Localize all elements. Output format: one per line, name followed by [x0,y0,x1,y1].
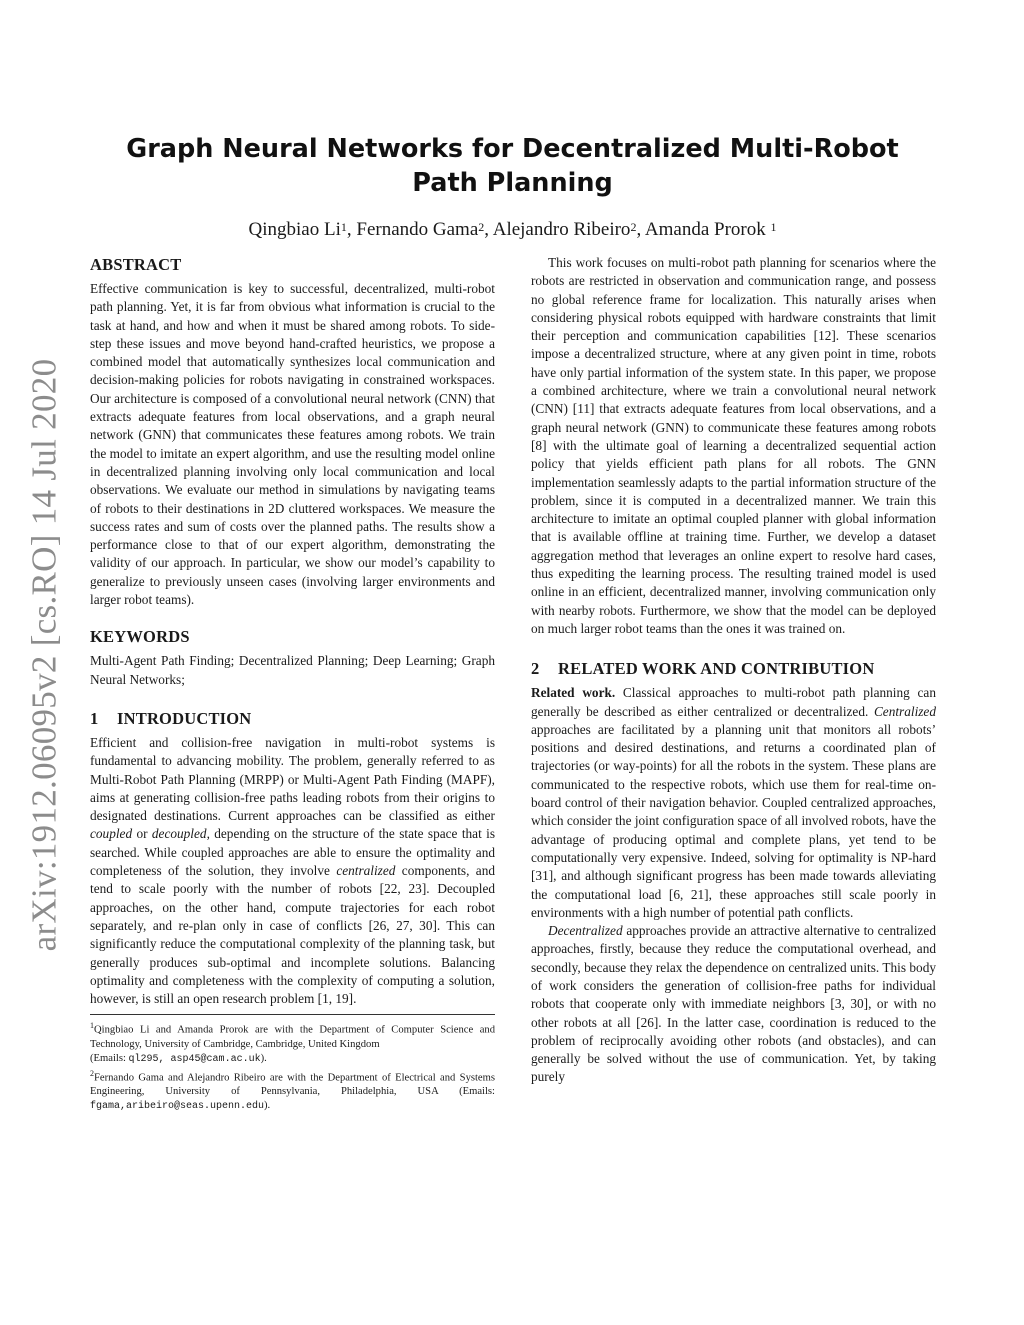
section-number: 2 [531,659,540,679]
footnote-2: $^2$Fernando Gama and Alejandro Ribeiro are with the Department of Electrical and Systems Engineering, University of Pennsylvania, Philadelphia, USA (Emails: fgama,aribeiro@seas.upenn.edu). [90,1068,495,1113]
arxiv-stamp-text: arXiv:1912.06095v2 [cs.RO] 14 Jul 2020 [24,358,63,952]
arxiv-stamp [24,360,64,950]
paper-title: Graph Neural Networks for Decentralized Multi-Robot Path Planning [126,134,899,198]
intro-paragraph: Efficient and collision-free navigation in multi-robot systems is fundamental to advancing mobility. The problem, generally referred to as Multi-Robot Path Planning (MRPP) or Multi-Agent Path Finding (MAPF), aims at generating collision-free paths leading robots from their origins to designated destinations. Current approaches can be classified as either coupled or decoupled, depending on the structure of the state space that is searched. While coupled approaches are able to ensure the optimality and completeness of the solution, they involve centralized components, and tend to scale poorly with the number of robots [22, 23]. Decoupled approaches, on the other hand, compute trajectories for each robot separately, and re-plan only in case of conflicts [26, 27, 30]. This can significantly reduce the computational complexity of the planning task, but generally produces sub-optimal and incomplete solutions. Balancing optimality and completeness with the complexity of computing a solution, however, is still an open research problem [1, 19]. [90,734,495,1007]
author-affiliation-mark: 1 [770,220,777,234]
section-number: 1 [90,708,99,728]
author-affiliation-mark: 2 [630,220,637,234]
author-name: Amanda Prorok [644,219,771,240]
section-title: INTRODUCTION [117,708,252,728]
intro-continued-paragraph: This work focuses on multi-robot path planning for scenarios where the robots are restricted in observation and communication range, and possess no global reference frame for localization. This naturally arises when considering physical robots equipped with hardware constraints that limit their perception and communication capabilities [12]. These scenarios impose a decentralized structure, where at any given point in time, robots have only partial information of the system state. In this paper, we propose a combined architecture, where we train a convolutional neural network (CNN) [11] that extracts adequate features from local observations, and a graph neural network (GNN) to communicate these features among robots [8] with the ultimate goal of learning a decentralized sequential action policy that yields efficient path plans for all robots. The GNN implementation seamlessly adapts to the partial information structure of the problem, since it is computed in a decentralized manner. We train this architecture to imitate an optimal coupled planner with global information that is available offline at training time. Further, we develop a dataset aggregation method that leverages an online expert to resolve hard cases, thus expediting the learning process. The resulting trained model is used online in an efficient, decentralized manner, involving communication only with nearby robots. Furthermore, we show that the model can be deployed on much larger robot teams than the ones it was trained on. [531,255,936,636]
author-name: Alejandro Ribeiro [492,219,631,240]
keywords-heading: KEYWORDS [90,627,190,647]
footnotes [90,1019,495,1114]
section-heading-introduction [90,708,495,730]
author-affiliation-mark: 2 [478,220,485,234]
footnote-rule [90,1014,495,1015]
author-list: Qingbiao Li$^1$, Fernando Gama$^2$, Alejandro Ribeiro$^2$, Amanda Prorok $^1$ [248,219,777,240]
right-column [531,254,936,1087]
abstract-heading: ABSTRACT [90,255,182,274]
section-title: RELATED WORK AND CONTRIBUTION [558,659,875,679]
keywords-text: Multi-Agent Path Finding; Decentralized Planning; Deep Learning; Graph Neural Networks; [90,653,495,687]
section-heading-related-work [531,658,936,680]
footnote-1: $^1$Qingbiao Li and Amanda Prorok are with the Department of Computer Science and Technology, University of Cambridge, Cambridge, United Kingdom (Emails: ql295, asp45@cam.ac.uk). [90,1021,495,1065]
abstract-text: Effective communication is key to successful, decentralized, multi-robot path planning. Yet, it is far from obvious what information is crucial to the task at hand, and how and when it must be shared among robots. To side-step these issues and move beyond hand-crafted heuristics, we propose a combined model that automatically synthesizes local communication and decision-making policies for robots navigating in constrained workspaces. Our architecture is composed of a convolutional neural network (CNN) that extracts adequate features from local observations, and a graph neural network (GNN) that communicates these features among robots. We train the model to imitate an expert algorithm, and use the resulting model online in decentralized planning involving only local communication and local observations. We evaluate our method in simulations by navigating teams of robots to their destinations in 2D cluttered workspaces. We measure the success rates and sum of costs over the planned paths. The results show a performance close to that of our expert algorithm, demonstrating the validity of our approach. In particular, we show our model’s capability to generalize to previously unseen cases (involving larger environments and larger robot teams). [90,281,495,608]
author-name: Qingbiao Li [248,219,341,240]
related-work-paragraph-1: Related work. Classical approaches to multi-robot path planning can generally be described as either centralized or decentralized. Centralized approaches are facilitated by a planning unit that monitors all robots’ positions and desired destinations, and returns a coordinated plan of trajectories (or way-points) for all the robots in the system. These plans are communicated to the respective robots, which use them for real-time on-board control of their navigation behavior. Coupled centralized approaches, which consider the joint configuration space of all involved robots, have the advantage of producing optimal and complete plans, yet tend to be computationally very expensive. Indeed, solving for optimality is NP-hard [31], and although significant progress has been made towards alleviating the computational load [6, 21], these approaches still scale poorly in environments with a high number of potential path conflicts. [531,685,936,920]
left-column [90,254,495,1114]
author-name: Fernando Gama [356,219,479,240]
related-work-paragraph-2: Decentralized approaches provide an attractive alternative to centralized approaches, firstly, because they reduce the computational overhead, and secondly, because they relax the dependence on centralized units. This body of work considers the generation of collision-free paths for individual robots that cooperate only with immediate neighbors [3, 30], or with no other robots at all [26]. In the latter case, coordination is reduced to the problem of reciprocally avoiding other robots (and obstacles), and can generally be solved without the use of communication. Yet, by taking purely [531,923,936,1085]
author-affiliation-mark: 1 [340,220,347,234]
